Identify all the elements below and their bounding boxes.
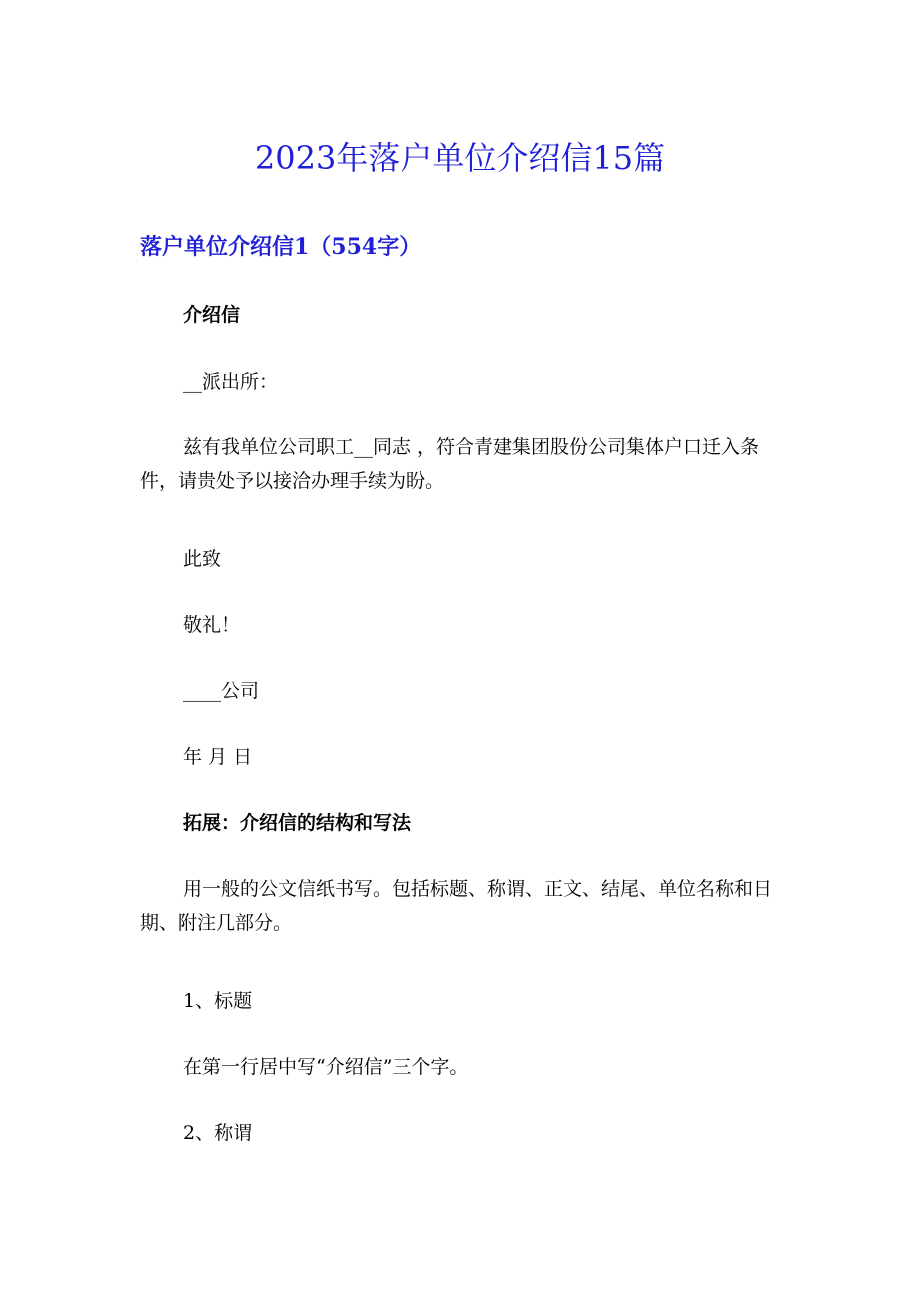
paragraph-item-1-desc: 在第一行居中写“介绍信”三个字。 — [183, 1056, 469, 1078]
paragraph-letter-title: 介绍信 — [183, 304, 241, 326]
paragraph-item-1: 1、标题 — [183, 990, 253, 1012]
paragraph-closing-2: 敬礼！ — [183, 614, 241, 636]
paragraph-structure: 用一般的公文信纸书写。包括标题、称谓、正文、结尾、单位名称和日期、附注几部分。 — [140, 878, 773, 934]
paragraph-date: 年 月 日 — [183, 746, 253, 768]
paragraph-item-2: 2、称谓 — [183, 1122, 253, 1144]
section-heading: 落户单位介绍信1（554字） — [140, 234, 422, 260]
paragraph-recipient: __派出所： — [183, 371, 279, 393]
paragraph-extension-heading: 拓展：介绍信的结构和写法 — [183, 812, 412, 834]
paragraph-company: ____公司 — [183, 680, 260, 702]
paragraph-body: 兹有我单位公司职工__同志 ，符合青建集团股份公司集体户口迁入条件，请贵处予以接洽办理手续为盼。 — [140, 436, 760, 492]
paragraph-closing-1: 此致 — [183, 548, 222, 570]
document-title: 2023年落户单位介绍信15篇 — [254, 139, 666, 177]
